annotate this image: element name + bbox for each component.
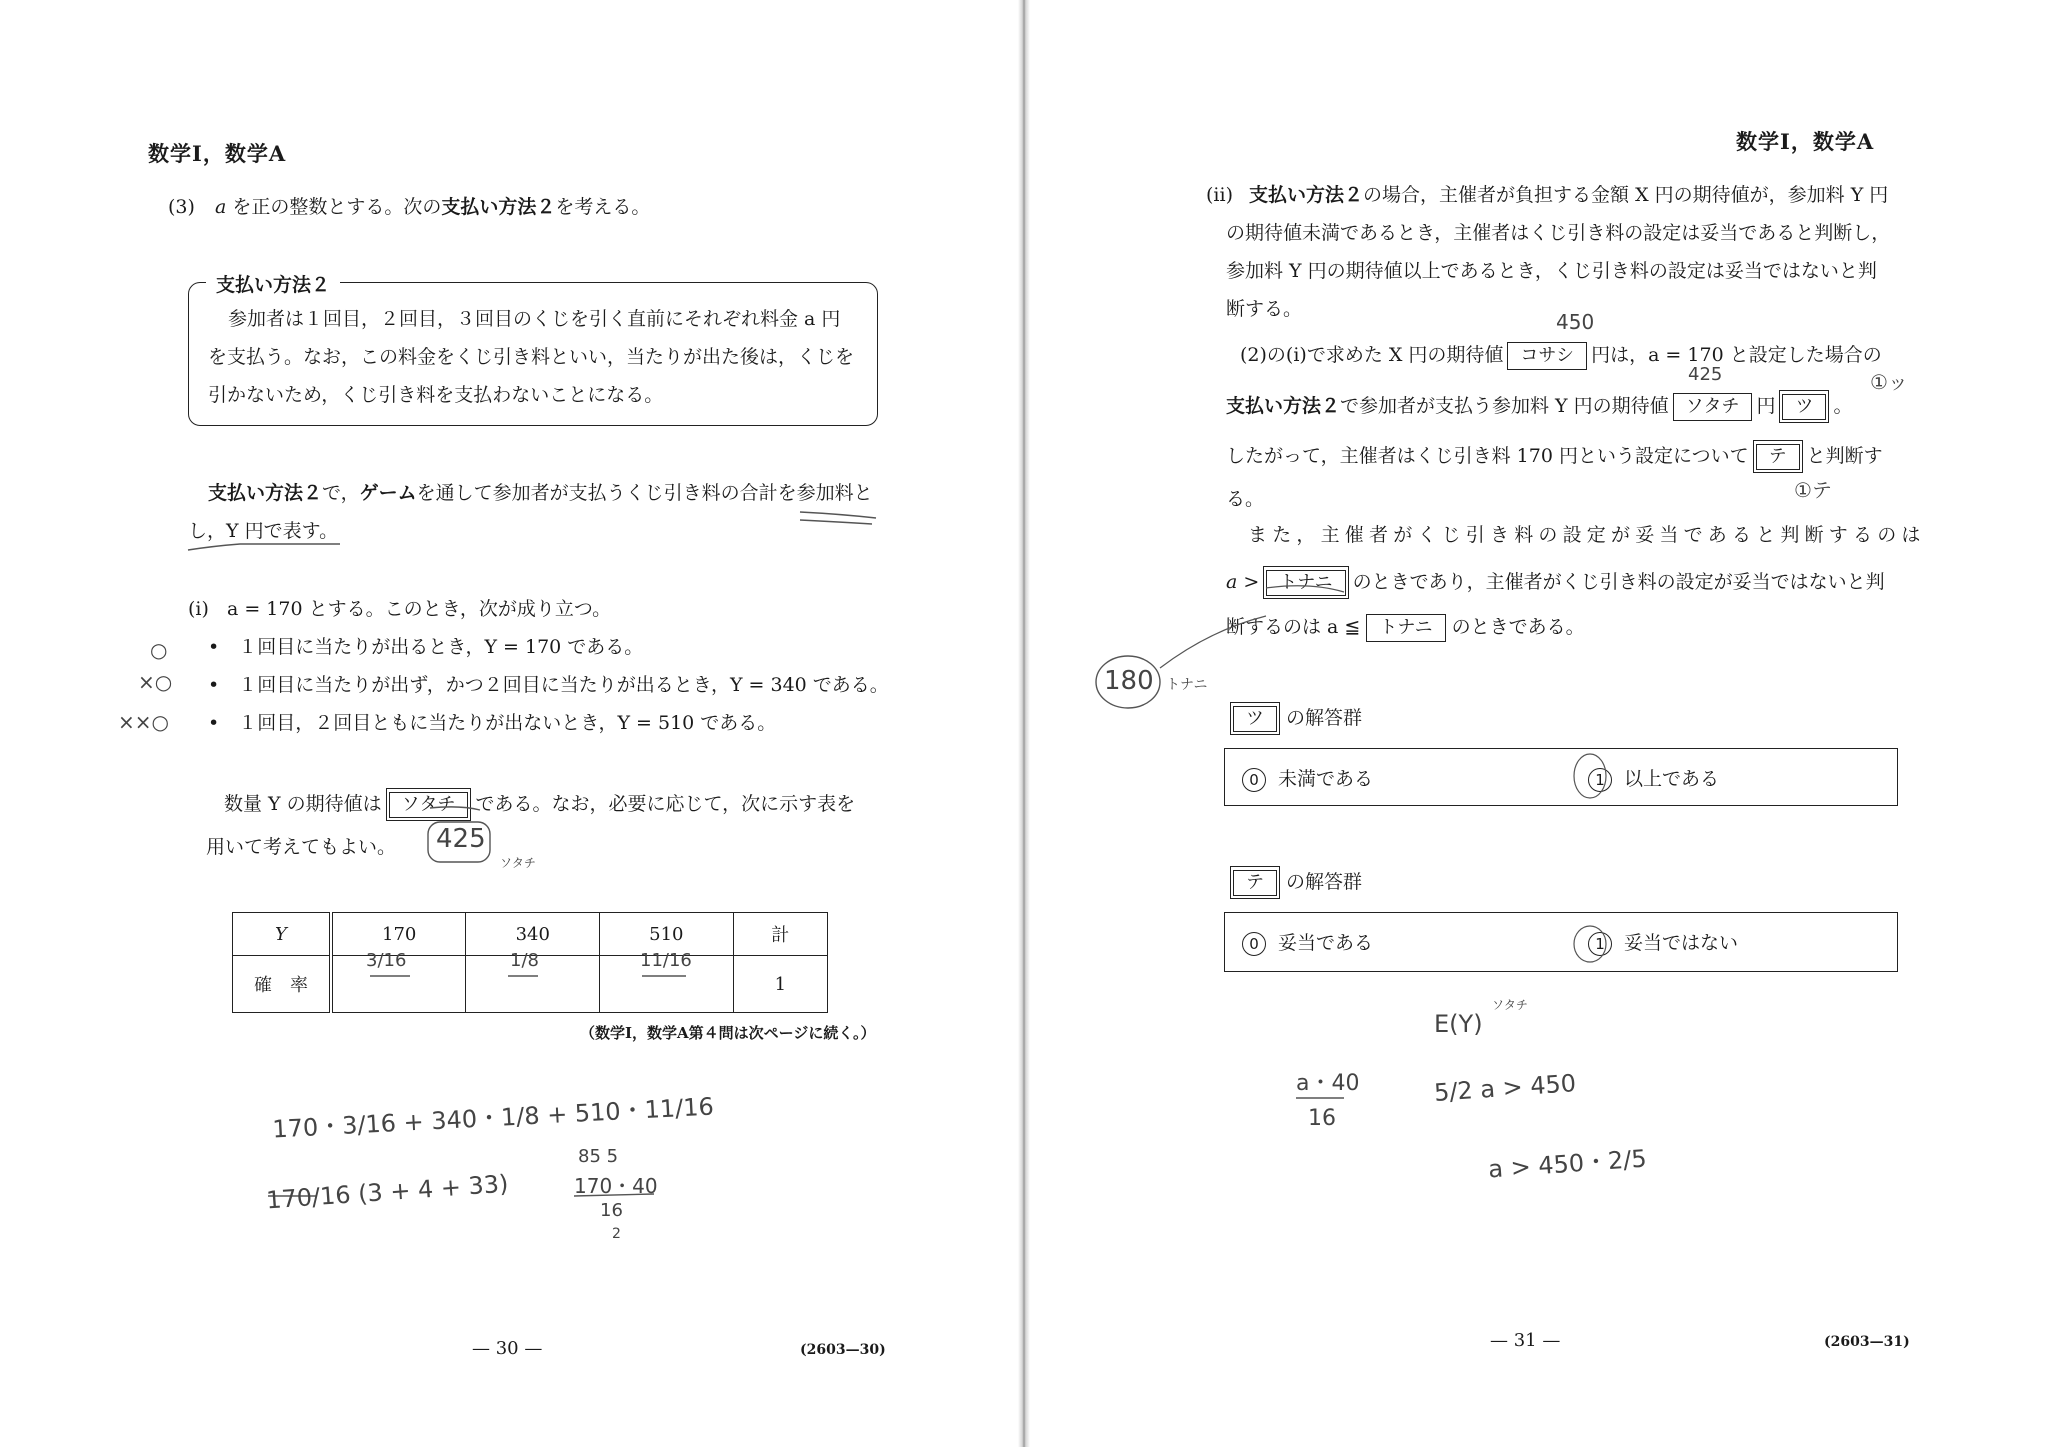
handwritten-calc: 16 (600, 1200, 623, 1221)
group-label: の解答群 (1286, 707, 1363, 729)
case-number: (i) (188, 598, 209, 620)
page-header: 数学Ⅰ，数学A (1736, 129, 1875, 154)
table-prob-label: 確 率 (233, 956, 331, 1013)
text: 円は，a = 170 と設定した場合の (1591, 344, 1882, 366)
handwritten-calc: 85 5 (578, 1146, 619, 1167)
right-page (1030, 0, 2048, 1447)
intro-bold: 支払い方法２ (441, 196, 556, 218)
option-number: 0 (1242, 932, 1266, 956)
text: を通して参加者が支払うくじ引き料の合計を参加料と (416, 482, 873, 504)
table-cell: 計 (733, 913, 827, 956)
handwritten-answer: 425 (436, 824, 486, 854)
table-cell: 510 (600, 913, 734, 956)
ii-line-4: 断する。 (1226, 298, 1303, 320)
answer-box-label: ソタチ (389, 792, 469, 818)
handwritten-prob: 3/16 (366, 950, 407, 971)
bullet-item: • １回目に当たりが出るとき，Y = 170 である。 (208, 636, 644, 658)
book-spine (1018, 0, 1030, 1447)
continue-note: （数学Ⅰ，数学A第４問は次ページに続く。） (580, 1024, 876, 1042)
bold-term: 支払い方法２ (1226, 395, 1341, 417)
ii-line-3: 参加料 Y 円の期待値以上であるとき，くじ引き料の設定は妥当ではないと判 (1226, 260, 1877, 282)
option-number: 1 (1588, 932, 1612, 956)
handwritten-note: ①テ (1794, 478, 1832, 502)
left-page (0, 0, 1018, 1447)
case-text: a = 170 とする。このとき，次が成り立つ。 (226, 598, 612, 620)
method-line-1: 参加者は１回目，２回目，３回目のくじを引く直前にそれぞれ料金 a 円 (228, 308, 841, 330)
ii-line-2: の期待値未満であるとき，主催者はくじ引き料の設定は妥当であると判断し， (1226, 222, 1891, 244)
handwritten-note: ①ッ (1870, 370, 1908, 394)
answer-box-label: トナニ (1266, 570, 1345, 596)
bullet-text: １回目に当たりが出ず，かつ２回目に当たりが出るとき，Y = 340 である。 (238, 674, 889, 696)
bullet-text: １回目に当たりが出るとき，Y = 170 である。 (238, 636, 644, 658)
text: である。なお，必要に応じて，次に示す表を (475, 793, 856, 815)
case-number: (ii) (1206, 184, 1233, 206)
handwritten-note: トナニ (1166, 677, 1208, 693)
answer-box-tonani-2: トナニ (1366, 614, 1445, 642)
handwritten-note: 425 (1688, 364, 1723, 385)
answer-box-label: テ (1233, 870, 1277, 896)
handwritten-mark: ××○ (118, 710, 169, 734)
intro-text: を正の整数とする。次の (226, 196, 442, 218)
page-number: — 31 — (1490, 1330, 1561, 1351)
table-cell: 340 (466, 913, 600, 956)
group-label: の解答群 (1286, 871, 1363, 893)
answer-box-sotachi: ソタチ (1673, 393, 1753, 421)
section-number: (3) (168, 196, 195, 218)
handwritten-note: 450 (1556, 310, 1595, 334)
bullet-text: １回目，２回目ともに当たりが出ないとき，Y = 510 である。 (238, 712, 777, 734)
var-a: a (214, 196, 227, 218)
handwritten-calc: 2 (612, 1226, 621, 1242)
expectation-line-2: 用いて考えてもよい。 (206, 836, 397, 858)
handwritten-calc: 170・40 (574, 1174, 658, 1198)
text: a > (1226, 571, 1260, 593)
handwritten-calc: ソタチ (1492, 998, 1528, 1012)
text: 円 (1756, 395, 1776, 417)
answer-box-kosashi: コサシ (1507, 342, 1587, 370)
handwritten-calc: 16 (1308, 1106, 1336, 1131)
text: したがって，主催者はくじ引き料 170 円という設定について (1226, 445, 1749, 467)
text: 数量 Y の期待値は (224, 793, 382, 815)
option-text: 妥当ではない (1624, 932, 1739, 954)
bold-term: 支払い方法２ (208, 482, 323, 504)
bullet-item: • １回目に当たりが出ず，かつ２回目に当たりが出るとき，Y = 340 である。 (208, 674, 889, 696)
handwritten-calc: 170・3/16 + 340・1/8 + 510・11/16 (271, 1092, 715, 1144)
answer-box-label: テ (1756, 444, 1800, 470)
handwritten-calc: 5/2 a > 450 (1433, 1069, 1577, 1107)
definition-line-2: し，Y 円で表す。 (188, 520, 339, 542)
handwritten-calc: a・40 (1296, 1071, 1360, 1096)
handwritten-calc: 170/16 (3 + 4 + 33) (265, 1169, 510, 1215)
handwritten-mark: ○ (150, 638, 168, 662)
handwritten-prob: 1/8 (510, 950, 539, 971)
bold-term-game: ゲーム (359, 482, 417, 504)
p3-line-1: また，主催者がくじ引き料の設定が妥当であると判断するのは (1248, 524, 1926, 546)
table-cell: 170 (331, 913, 466, 956)
text: と判断す (1806, 445, 1883, 467)
page-header: 数学Ⅰ，数学A (148, 141, 287, 166)
page-number: — 30 — (472, 1338, 543, 1359)
page-code: (2603—30) (800, 1342, 886, 1358)
text: の場合，主催者が負担する金額 X 円の期待値が，参加料 Y 円 (1363, 184, 1889, 206)
option-text: 妥当である (1278, 932, 1374, 954)
option-text: 未満である (1278, 768, 1374, 790)
intro-text-end: を考える。 (555, 196, 651, 218)
option-text: 以上である (1624, 768, 1720, 790)
handwritten-label: ソタチ (500, 856, 536, 870)
p2-line-4: る。 (1226, 488, 1265, 510)
answer-box-label: ツ (1782, 394, 1826, 420)
text: 断するのは a ≦ (1226, 616, 1361, 638)
text: のときであり，主催者がくじ引き料の設定が妥当ではないと判 (1352, 571, 1885, 593)
method-box-title: 支払い方法２ (206, 270, 340, 297)
table-header-y: Y (233, 913, 331, 956)
handwritten-calc: a > 450・2/5 (1487, 1144, 1648, 1184)
table-cell: 1 (733, 956, 827, 1013)
answer-box-label: ツ (1233, 706, 1277, 732)
text: 。 (1833, 395, 1853, 417)
method-line-3: 引かないため，くじ引き料を支払わないことになる。 (208, 384, 664, 406)
text: (2)の(i)で求めた X 円の期待値 (1240, 344, 1504, 366)
page-code: (2603—31) (1824, 1334, 1910, 1350)
text: で参加者が支払う参加料 Y 円の期待値 (1340, 395, 1669, 417)
text: のときである。 (1451, 616, 1585, 638)
handwritten-answer: 180 (1104, 666, 1154, 696)
bullet-item: • １回目，２回目ともに当たりが出ないとき，Y = 510 である。 (208, 712, 777, 734)
handwritten-prob: 11/16 (640, 950, 692, 971)
handwriting-strokes (1030, 0, 2048, 1447)
method-line-2: を支払う。なお，この料金をくじ引き料といい，当たりが出た後は，くじを (208, 346, 855, 368)
option-number: 1 (1588, 768, 1612, 792)
bold-term: 支払い方法２ (1249, 184, 1364, 206)
handwritten-calc: E(Y) (1434, 1010, 1483, 1038)
text: で， (322, 482, 360, 504)
option-number: 0 (1242, 768, 1266, 792)
handwritten-mark: ×○ (138, 670, 173, 694)
